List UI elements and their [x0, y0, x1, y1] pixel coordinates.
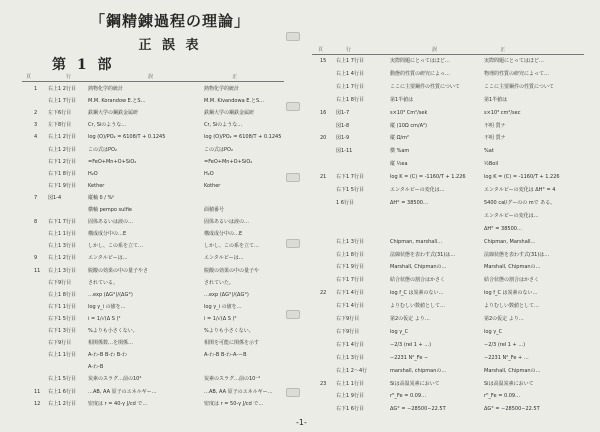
errata-right: エンタルピーの変化は… — [484, 212, 539, 219]
errata-line: 右上1 2行目 — [48, 134, 76, 141]
errata-page: 7 — [34, 194, 38, 201]
errata-page: 2 — [34, 110, 38, 117]
errata-page: 9 — [34, 255, 38, 262]
errata-wrong: −2/3 (rel 1 + ...) — [390, 341, 432, 348]
header-rule — [22, 81, 284, 82]
errata-wrong: M.M. Korandow E.とS… — [88, 98, 146, 105]
page-number: -1- — [296, 418, 307, 427]
errata-wrong: 縦 ½ea — [390, 161, 408, 168]
errata-line: 右上1 8行目 — [336, 251, 364, 258]
errata-right: =FeO+Mn+O+SiO₂ — [204, 158, 253, 165]
errata-wrong: 実際問題にとってはほど… — [390, 58, 450, 64]
errata-right: Marshall, Chipmanの… — [484, 367, 541, 374]
errata-right: ½Boil — [484, 161, 499, 168]
errata-line: 1 6行目 — [336, 199, 354, 206]
errata-line: 右上1 3行目 — [336, 238, 364, 245]
errata-right: エンタルピーは… — [204, 255, 244, 262]
errata-line: 右上1 4行目 — [336, 70, 364, 77]
errata-wrong: 法線状態を表わす式(31)は… — [390, 251, 456, 258]
errata-wrong: =FeO+Mn+O+SiO₂ — [88, 158, 137, 165]
errata-right: H₂O — [204, 170, 214, 177]
errata-line: 図1-9 — [336, 135, 350, 142]
errata-wrong: log (O)/PO₂ = 6108/T + 0.1245 — [88, 134, 166, 141]
errata-wrong: 鉄鋼大学の鋼鉄金属研 — [88, 110, 139, 117]
errata-wrong: 横軸 pempo sulfie — [88, 207, 132, 213]
errata-wrong: 縦 (10Ω cm/A²) — [390, 122, 427, 129]
errata-right: Marshall, Chipmanの… — [484, 264, 541, 271]
errata-wrong: 密度は r = 40-γ J/cd で… — [88, 400, 148, 407]
errata-wrong: 動態的性質の研究によっ… — [390, 70, 451, 77]
errata-right: されていた。 — [204, 279, 235, 286]
errata-wrong: 構成成分中の…E — [88, 231, 127, 238]
errata-line: 右上1 1行目 — [48, 231, 76, 238]
binding-hole — [286, 239, 300, 248]
errata-wrong: Chipman, marshall… — [390, 238, 443, 245]
errata-right: 面積番号 — [204, 207, 225, 213]
errata-right: 第2の仮定 より… — [484, 316, 524, 322]
col-header-wrong: 誤 — [432, 47, 438, 53]
errata-wrong: 熱物化学的統計 — [88, 86, 124, 92]
errata-page: 23 — [320, 380, 327, 387]
binding-hole — [286, 173, 300, 182]
errata-line: 右下1 7行目 — [48, 219, 76, 226]
errata-wrong: エンタルピーの変化は… — [390, 187, 445, 193]
errata-wrong: この式はPO₂ — [88, 146, 117, 153]
errata-wrong: Marshall, Chipmanの… — [390, 264, 447, 271]
errata-page: 11 — [34, 388, 41, 395]
errata-right: 不明 質ナ — [484, 122, 506, 129]
errata-line: 右上1 1行目 — [48, 352, 76, 359]
binding-hole — [286, 102, 300, 111]
errata-page: 12 — [34, 400, 41, 407]
errata-page: 4 — [34, 134, 38, 141]
errata-right: rᴴ_Fe = 0.09… — [484, 393, 521, 400]
errata-wrong: 炭素のスラグ…前の10⁴ — [88, 376, 142, 383]
errata-right: i = 1/√(Δ S )² — [204, 315, 237, 322]
col-header-right: 正 — [232, 74, 238, 80]
errata-line: 右下1 7行目 — [336, 277, 364, 284]
errata-right: 密度は r = 50-γ J/cd で… — [204, 400, 264, 407]
errata-line: 右下1 6行目 — [336, 406, 364, 413]
errata-right: 相関を可能に関係を示す — [204, 340, 260, 347]
col-header-right: 正 — [500, 47, 506, 53]
errata-right: log f_C は炭素のない… — [484, 290, 538, 297]
errata-wrong: ΔH° = 38500… — [390, 199, 428, 206]
errata-wrong: ΔG° = −28500−22.5T — [390, 406, 446, 413]
errata-page: 8 — [34, 219, 38, 226]
errata-line: 右上1 6行目 — [48, 388, 76, 395]
errata-line: 右上1 7行目 — [336, 58, 364, 64]
errata-page: 21 — [320, 174, 327, 181]
errata-wrong: されている。 — [88, 279, 119, 286]
errata-right: 固体あるいは液の… — [204, 219, 250, 226]
errata-line: 右上1 2行目 — [48, 400, 76, 407]
binding-hole — [286, 388, 300, 397]
col-header-page: 頁 — [26, 74, 32, 80]
errata-right: しかし、この系を立て… — [204, 243, 260, 250]
col-header-line: 行 — [66, 74, 72, 80]
binding-hole — [286, 310, 300, 319]
errata-line: 左下6行目 — [48, 110, 72, 117]
errata-line: 図1-4 — [48, 194, 62, 201]
errata-right: …AB, AA 原子のエネルギー… — [204, 388, 273, 395]
errata-wrong: 横 %am — [390, 148, 410, 155]
errata-right: log γ_C — [484, 328, 503, 335]
errata-line: 右上1 3行目 — [336, 354, 364, 361]
errata-right: 炭素のスラグ…前の10⁻⁴ — [204, 376, 261, 383]
binding-holes — [286, 28, 306, 428]
errata-page: 22 — [320, 290, 327, 297]
errata-line: 右下1 4行目 — [336, 303, 364, 310]
errata-wrong: H₂O — [88, 170, 98, 177]
errata-wrong: A-わ-B — [88, 364, 104, 371]
errata-right: 熱物化学的統計 — [204, 86, 240, 92]
errata-right: 5400 cal/グーのの mで ある。 — [484, 199, 556, 206]
errata-right: 結合状態の割合はかさく — [484, 277, 540, 284]
errata-wrong: 縦 Ω/m² — [390, 135, 409, 142]
errata-wrong: 相関係数…を関係… — [88, 340, 134, 347]
errata-wrong: エンタルピーは… — [88, 255, 128, 262]
errata-right: 第1半値は — [484, 96, 508, 103]
errata-right: 物理的性質の研究によって… — [484, 70, 550, 77]
errata-line: 右下1 2行目 — [48, 158, 76, 165]
errata-wrong: log f_C は炭素のない… — [390, 290, 444, 297]
errata-line: 右上1 8行目 — [336, 96, 364, 103]
errata-wrong: 第1半値は — [390, 96, 414, 103]
col-header-line: 行 — [346, 47, 352, 53]
errata-wrong: しかし、この系を立て… — [88, 243, 144, 250]
errata-wrong: 第2の仮定 より… — [390, 316, 430, 322]
errata-right: 脱酸の効果の中の量子や — [204, 267, 260, 274]
errata-line: 右下1 5行目 — [48, 315, 76, 322]
errata-wrong: Siは高温炭素において — [390, 380, 440, 387]
errata-wrong: A-わ-B B-わ B-わ — [88, 352, 127, 359]
errata-right: 構成成分中の…E — [204, 231, 243, 238]
errata-line: 左下8行目 — [48, 122, 72, 129]
document-subtitle: 正 誤 表 — [138, 38, 202, 53]
errata-right: 実際問題にとってはほど… — [484, 58, 544, 64]
errata-line: 右上1 3行目 — [48, 243, 76, 250]
errata-line: 右下9行目 — [336, 328, 360, 335]
errata-right: %よりも小さくない。 — [204, 328, 254, 334]
errata-wrong: Cr, Siのような… — [88, 122, 127, 129]
errata-wrong: 縦軸 δ / %ᵖ — [88, 194, 115, 201]
errata-line: 右下1 9行目 — [336, 264, 364, 271]
errata-right: A-わ-B B-わ-A-ーB — [204, 352, 247, 359]
col-header-wrong: 誤 — [148, 74, 154, 80]
errata-right: …exp (ΔG°)/(ΔG°) — [204, 291, 249, 298]
errata-wrong: …exp (ΔG°)/(ΔG°) — [88, 291, 133, 298]
errata-line: 右上1 2〜4行 — [336, 367, 368, 374]
errata-wrong: log K = (C) = -1160/T + 1.226 — [390, 174, 466, 181]
errata-right: Cr, Siのような… — [204, 122, 243, 129]
errata-right: −2231 N²_Fe + … — [484, 354, 529, 361]
errata-line: 右上1 3行目 — [48, 267, 76, 274]
errata-line: 右上1 2行目 — [48, 255, 76, 262]
errata-line: 右下1 8行目 — [48, 170, 76, 177]
errata-line: 右下1 1行目 — [48, 303, 76, 310]
errata-wrong: %よりも小さくない。 — [88, 328, 138, 334]
errata-line: 図1-7 — [336, 109, 350, 116]
errata-page: 1 — [34, 86, 38, 92]
errata-line: 右上1 7行目 — [48, 98, 76, 105]
errata-line: 右上1 2行目 — [48, 146, 76, 153]
part-heading: 第 1 部 — [52, 57, 115, 73]
errata-right: M.M. Kivandowa E.とS… — [204, 98, 265, 105]
errata-wrong: −2231 N²_Fe − — [390, 354, 429, 361]
errata-right: 鉄鋼大学の鋼鉄金属研 — [204, 110, 255, 117]
errata-line: 右下1 3行目 — [48, 328, 76, 334]
col-header-page: 頁 — [318, 47, 324, 53]
errata-right: log γ_i の値を… — [204, 303, 242, 310]
errata-line: 右下9行目 — [48, 340, 72, 347]
errata-line: 右上1 5行目 — [48, 376, 76, 383]
errata-wrong: i = 1/√(Δ S )² — [88, 315, 121, 322]
errata-line: 右上1 2行目 — [48, 86, 76, 92]
errata-right: ここに主要鋼件の性質について — [484, 83, 554, 90]
errata-wrong: s×10³ Cm²/sek — [390, 109, 428, 116]
errata-line: 図1-11 — [336, 148, 353, 155]
errata-wrong: log γ_i の値を… — [88, 303, 126, 310]
errata-wrong: 脱酸の効果の中の量子やさ — [88, 267, 149, 274]
errata-right: Siは高温炭素において — [484, 380, 534, 387]
errata-line: 図1-8 — [336, 122, 350, 129]
errata-page: 20 — [320, 135, 327, 142]
errata-page: 16 — [320, 109, 327, 116]
errata-wrong: marshall, chipmanの… — [390, 367, 447, 374]
errata-wrong: 固体あるいは液の… — [88, 219, 134, 226]
header-rule — [312, 54, 584, 55]
errata-right: この式はPO₂ — [204, 146, 233, 153]
errata-line: 右下1 7行目 — [336, 174, 364, 181]
errata-line: 右上1 7行目 — [336, 83, 364, 90]
errata-line: 右上1 8行目 — [48, 291, 76, 298]
errata-right: %at — [484, 148, 494, 155]
errata-line: 右下1 4行目 — [336, 290, 364, 297]
errata-right: エンタルピーの変化は ΔH° = 4 — [484, 187, 556, 193]
errata-line: 右下1 4行目 — [336, 341, 364, 348]
errata-line: 右上1 9行目 — [336, 393, 364, 400]
errata-page: 11 — [34, 267, 41, 274]
errata-right: s×10³ cm²/sec — [484, 109, 521, 116]
errata-line: 右下1 5行目 — [336, 187, 364, 193]
errata-wrong: ここに主要鋼件の性質について — [390, 83, 460, 90]
errata-right: log K = (C) = -1160/T + 1.226 — [484, 174, 560, 181]
errata-line: 右下9行目 — [48, 279, 72, 286]
errata-line: 右上1 1行目 — [336, 380, 364, 387]
errata-line: 右下9行目 — [336, 316, 360, 322]
document-title: 「鋼精錬過程の理論」 — [89, 12, 250, 30]
errata-page: 15 — [320, 58, 327, 64]
errata-right: −2/3 (rel 1 + ...) — [484, 341, 526, 348]
errata-right: 不明 質ナ — [484, 135, 506, 142]
errata-right: ΔG° = −28500−22.5T — [484, 406, 540, 413]
errata-right: log (O)/PO₂ = 6108/T + 0.1245 — [204, 134, 282, 141]
errata-page: 3 — [34, 122, 38, 129]
errata-wrong: 結合状態の割合はかさく — [390, 277, 446, 284]
errata-wrong: …AB, AA 原子のエネルギー… — [88, 388, 157, 395]
errata-right: Chipman, Marshall… — [484, 238, 536, 245]
errata-wrong: よりむしい数値として… — [390, 303, 446, 310]
errata-wrong: rᴴ_Fe = 0.09… — [390, 393, 427, 400]
errata-wrong: log γ_C — [390, 328, 409, 335]
errata-right: 法線状態を表わす式(31)は… — [484, 251, 550, 258]
errata-line: 右下1 9行目 — [48, 182, 76, 189]
errata-right: よりむしい数値として… — [484, 303, 540, 310]
errata-right: Kother — [204, 182, 221, 189]
errata-right: ΔH° = 38500… — [484, 225, 522, 232]
errata-wrong: Kether — [88, 182, 105, 189]
